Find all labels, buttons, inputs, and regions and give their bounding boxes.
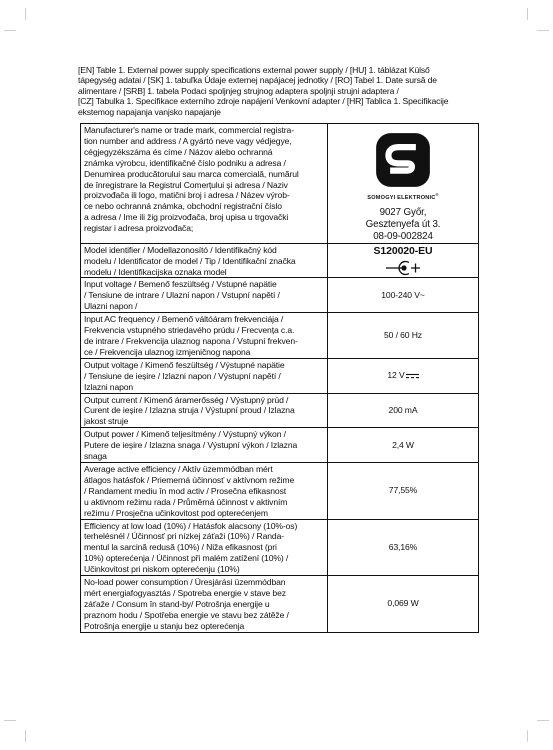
table-row: [81, 393, 479, 428]
label-line: mentul la sarcină redusă (10%) / Niža efikasnost (pri: [84, 542, 277, 553]
row-label: [81, 428, 328, 463]
caption-line: ekstemog napajanja vanjsko napajanje: [78, 106, 221, 117]
input-frequency-value: 50 / 60 Hz: [328, 313, 479, 359]
table-row: [81, 278, 479, 313]
label-line: / Tensiune de intrare / Ulazni napon / Vstupní napětí /: [84, 290, 280, 301]
label-line: Output current / Kimenő áramerősség / Výstupný prúd /: [84, 394, 289, 405]
label-line: Manufacturer's name or trade mark, commercial registra-: [84, 125, 294, 135]
table-row: [81, 462, 479, 519]
model-label: [81, 243, 328, 278]
output-voltage-cell: [328, 358, 479, 393]
crop-mark: [537, 30, 549, 31]
label-line: ce nebo ochranná známka, obchodní registrační číslo: [84, 201, 282, 212]
output-voltage-value: 12 V: [387, 370, 405, 381]
dc-current-symbol-icon: [406, 373, 419, 379]
label-line: / Randament mediu în mod activ / Prosečna efikasnost: [84, 485, 287, 496]
row-label: [81, 393, 328, 428]
row-label: [81, 358, 328, 393]
label-line: de intrare / Frekvencija ulaznog napona / Vstupní frekven-: [84, 336, 298, 347]
input-voltage-value: 100-240 V~: [328, 278, 479, 313]
label-line: terhelésnél / Účinnosť pri nízkej záťaži (10%) / Randa-: [84, 531, 284, 542]
label-line: jakost struje: [84, 416, 129, 427]
polarity-center-negative-icon: [383, 259, 423, 277]
table-row: [81, 428, 479, 463]
row-label: [81, 519, 328, 576]
label-line: záťaže / Consum în stand-by/ Potrošnja energije u: [84, 598, 270, 609]
label-line: proizvođača ili logo, matični broj i adresa / Název výrob-: [84, 190, 290, 201]
output-power-value: 2,4 W: [328, 428, 479, 463]
crop-mark: [527, 730, 528, 742]
label-line: Ulazni napon /: [84, 301, 138, 312]
average-efficiency-value: 77,55%: [328, 462, 479, 519]
label-line: Efficiency at low load (10%) / Hatásfok alacsony (10%-os): [84, 520, 298, 531]
no-load-consumption-value: 0,069 W: [328, 576, 479, 633]
row-label: [81, 462, 328, 519]
label-line: Output power / Kimenő teljesítmény / Výstupný výkon /: [84, 429, 286, 440]
label-line: známka výrobcu, identifikačné číslo podniku a adresa /: [84, 157, 286, 168]
label-line: u aktivnom režimu rada / Průměrná účinnost v aktivním: [84, 496, 288, 507]
model-value: [328, 243, 479, 278]
table-row-model: [81, 243, 479, 278]
label-line: Putere de ieșire / Izlazna snaga / Výstupní výkon / Izlazna: [84, 440, 298, 451]
label-line: mért energiafogyasztás / Spotreba energie v stave bez: [84, 587, 286, 598]
label-line: Input AC frequency / Bemenő váltóáram frekvenciája /: [84, 314, 284, 325]
crop-mark: [25, 8, 26, 20]
label-line: Model identifier / Modellazonosító / Identifikačný kód: [84, 244, 277, 255]
label-line: režimu / Prosječna učinkovitost pod opterećenjem: [84, 507, 268, 518]
label-line: Učinkovitost pri niskom opterećenju (10%): [84, 564, 240, 575]
label-line: praznom hodu / Spotřeba energie ve stavu bez zátěže /: [84, 609, 289, 620]
label-line: Denumirea producătorului sau marca comercială, numărul: [84, 168, 299, 179]
output-current-value: 200 mA: [328, 393, 479, 428]
table-row: [81, 358, 479, 393]
label-line: Average active efficiency / Aktív üzemmódban mért: [84, 463, 273, 474]
label-line: a adresa / Ime ili žig proizvođača, broj upisa u trgovački: [84, 212, 289, 223]
label-line: snaga: [84, 451, 107, 462]
crop-mark: [4, 30, 16, 31]
table-row: [81, 576, 479, 633]
label-line: cégjegyzékszáma és címe / Názov alebo ochranná: [84, 146, 273, 157]
brand-text: SOMOGYI ELEKTRONIC: [367, 194, 436, 201]
caption-line: [CZ] Tabulka 1. Specifikace externího zdroje napájení Venkovní adapter / [HR] Tablica 1. Specifikacije: [78, 96, 449, 107]
crop-mark: [537, 720, 549, 721]
table-row: [81, 313, 479, 359]
crop-mark: [527, 8, 528, 20]
label-line: No-load power consumption / Üresjárási üzemmódban: [84, 577, 286, 588]
row-label: [81, 278, 328, 313]
row-label: [81, 576, 328, 633]
table-row-manufacturer: [81, 124, 479, 244]
label-line: / Tensiune de ieșire / Izlazni napon / Výstupní napětí /: [84, 370, 281, 381]
label-line: tion number and address / A gyártó neve vagy védjegye,: [84, 135, 292, 146]
label-line: modelu / Identifikacijska oznaka model: [84, 266, 227, 277]
label-line: Izlazni napon: [84, 381, 134, 392]
table-row: [81, 519, 479, 576]
label-line: modelu / Identificator de model / Tip / Identifikační značka: [84, 255, 296, 266]
crop-mark: [25, 730, 26, 742]
table-caption: [78, 65, 478, 117]
label-line: Frekvencia vstupného striedavého prúdu / Frecvența c.a.: [84, 325, 295, 336]
label-line: de înregistrare la Registrul Comerțului și adresa / Naziv: [84, 179, 288, 190]
address-street: Gesztenyefa út 3.: [365, 218, 441, 230]
address-city: 9027 Győr,: [379, 206, 427, 218]
low-load-efficiency-value: 63,16%: [328, 519, 479, 576]
caption-line: alimentare / [SRB] 1. tabela Podaci spoljnjeg strujnog adaptera spoljnji strujni adaptera /: [78, 85, 399, 96]
caption-line: tápegység adatai / [SK] 1. tabuľka Údaje externej napájacej jednotky / [RO] Tabel 1. Date sursă de: [78, 75, 437, 86]
registered-mark: ®: [435, 192, 439, 197]
label-line: Output voltage / Kimenő feszültség / Výstupné napätie: [84, 359, 285, 370]
somogyi-s-logo-icon: [375, 132, 431, 188]
manufacturer-label: [81, 124, 328, 244]
label-line: ce / Frekvencija ulaznog izmjeničnog napona: [84, 346, 251, 357]
manufacturer-value: [328, 124, 479, 244]
registration-number: 08-09-002824: [373, 230, 433, 242]
output-voltage-wrap: [387, 370, 418, 381]
brand-name: [330, 190, 476, 204]
label-line: átlagos hatásfok / Priemerná účinnosť v aktívnom režime: [84, 474, 295, 485]
label-line: 10%) opterećenja / Účinnost při malém zatížení (10%) /: [84, 553, 289, 564]
label-line: Potrošnja energije u stanju bez opterećenja: [84, 620, 245, 631]
caption-line: [EN] Table 1. External power supply specifications external power supply / [HU] 1. táblázat Külső: [78, 65, 430, 75]
label-line: registar i adresa proizvođača;: [84, 223, 194, 234]
label-line: Curent de ieșire / Izlazna struja / Výstupní proud / Izlazna: [84, 405, 295, 416]
crop-mark: [4, 720, 16, 721]
row-label: [81, 313, 328, 359]
spec-table: [80, 123, 479, 633]
model-identifier: S120020-EU: [373, 244, 433, 257]
label-line: Input voltage / Bemenő feszültség / Vstupné napätie: [84, 279, 277, 290]
